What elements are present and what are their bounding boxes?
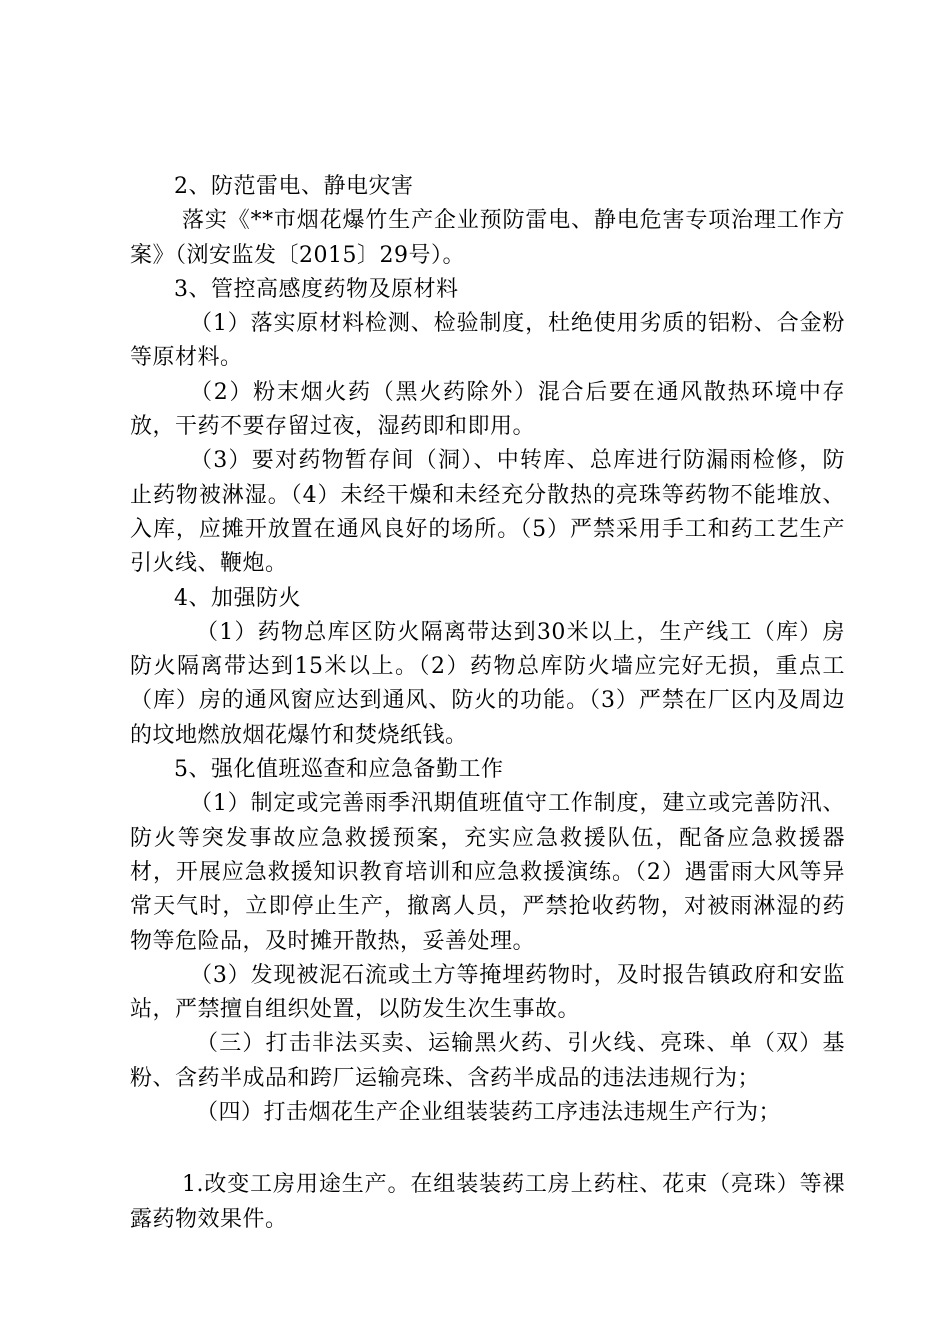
paragraph-powder-storage: （2）粉末烟火药（黑火药除外）混合后要在通风散热环境中存放，干药不要存留过夜，湿药即和即用。 (130, 379, 845, 440)
heading-lightning-static: 2、防范雷电、静电灾害 (174, 174, 414, 199)
heading-duty-emergency: 5、强化值班巡查和应急备勤工作 (174, 757, 504, 783)
paragraph-lightning-plan: 落实《**市烟花爆竹生产企业预防雷电、静电危害专项治理工作方案》（浏安监发〔2015〕29号）。 (130, 208, 845, 268)
paragraph-landslide-report: （3）发现被泥石流或土方等掩埋药物时，及时报告镇政府和安监站，严禁擅自组织处置，以防发生次生事故。 (130, 962, 845, 1023)
paragraph-gap (130, 1130, 845, 1168)
heading-sensitive-materials: 3、管控高感度药物及原材料 (174, 276, 459, 302)
paragraph-material-testing: （1）落实原材料检测、检验制度，杜绝使用劣质的铝粉、合金粉等原材料。 (130, 311, 845, 371)
paragraph-illegal-assembly: （四）打击烟花生产企业组装装药工序违法违规生产行为； (196, 1100, 782, 1126)
paragraph-leak-repair: （3）要对药物暂存间（洞）、中转库、总库进行防漏雨检修，防止药物被淋湿。（4）未经干燥和未经充分散热的亮珠等药物不能堆放、入库，应摊开放置在通风良好的场所。（5）严禁采用手工和药工艺生产引火线、鞭炮。 (130, 448, 845, 577)
heading-fire-prevention: 4、加强防火 (174, 585, 301, 611)
paragraph-firebreaks: （1）药物总库区防火隔离带达到30米以上，生产线工（库）房防火隔离带达到15米以上。（2）药物总库防火墙应完好无损，重点工（库）房的通风窗应达到通风、防火的功能。（3）严禁在厂区内及周边的坟地燃放烟花爆竹和焚烧纸钱。 (130, 619, 845, 748)
document-body (130, 170, 845, 1237)
paragraph-room-usage-change: 1.改变工房用途生产。在组装装药工房上药柱、花束（亮珠）等裸露药物效果件。 (130, 1172, 845, 1232)
paragraph-illegal-transport: （三）打击非法买卖、运输黑火药、引火线、亮珠、单（双）基粉、含药半成品和跨厂运输亮珠、含药半成品的违法违规行为； (130, 1031, 845, 1091)
paragraph-emergency-plan: （1）制定或完善雨季汛期值班值守工作制度，建立或完善防汛、防火等突发事故应急救援预案，充实应急救援队伍，配备应急救援器材，开展应急救援知识教育培训和应急救援演练。（2）遇雷雨大风等异常天气时，立即停止生产，撤离人员，严禁抢收药物，对被雨淋湿的药物等危险品，及时摊开散热，妥善处理。 (130, 791, 845, 954)
